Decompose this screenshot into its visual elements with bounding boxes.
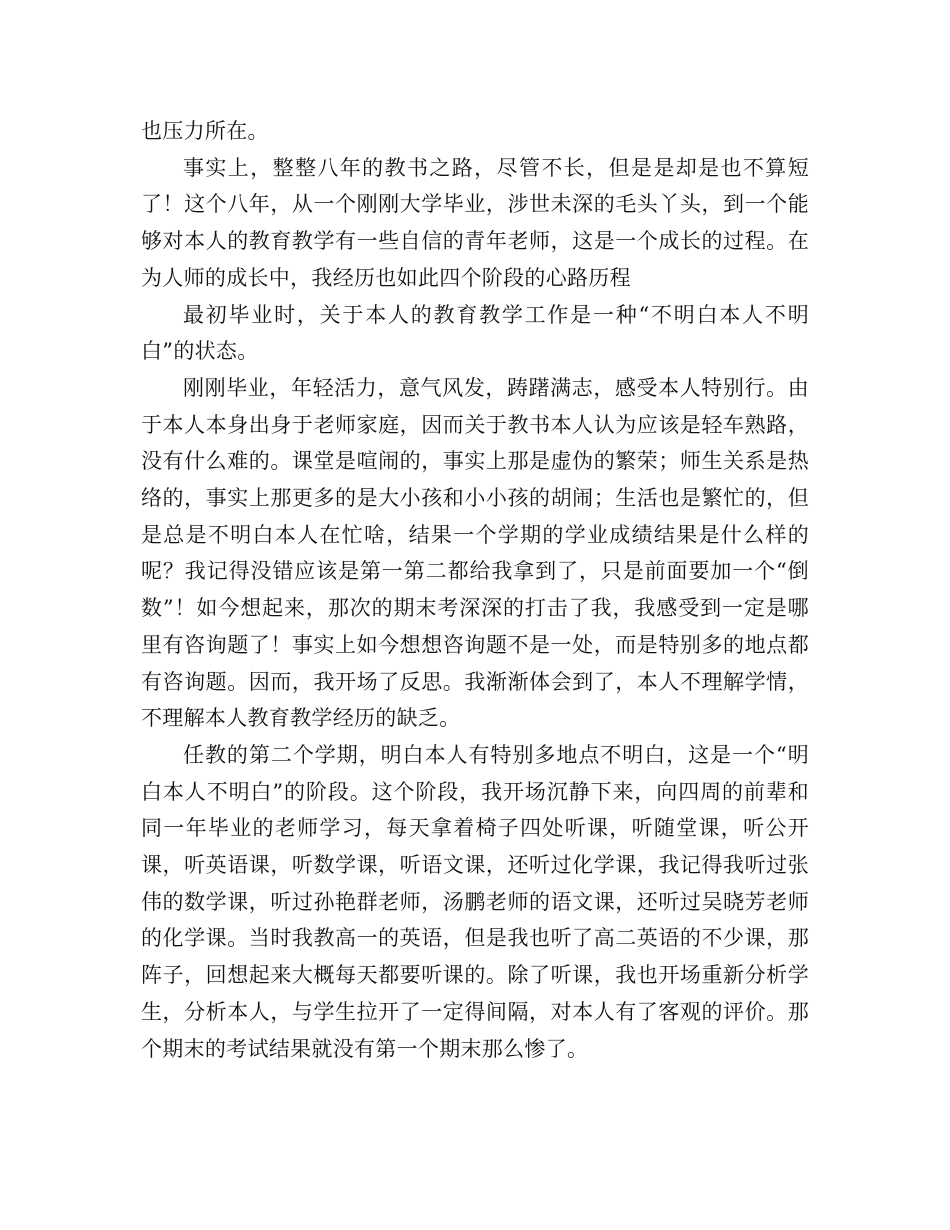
paragraph-5: 任教的第二个学期，明白本人有特别多地点不明白，这是一个“明白本人不明白”的阶段。这个阶段，我开场沉静下来，向四周的前辈和同一年毕业的老师学习，每天拿着椅子四处听课，听随堂课，听公开课，听英语课，听数学课，听语文课，还听过化学课，我记得我听过张伟的数学课，听过孙艳群老师，汤鹏老师的语文课，还听过吴晓芳老师的化学课。当时我教高一的英语，但是我也听了高二英语的不少课，那阵子，回想起来大概每天都要听课的。除了听课，我也开场重新分析学生，分析本人，与学生拉开了一定得间隔，对本人有了客观的评价。那个期末的考试结果就没有第一个期末那么惨了。 bbox=[141, 742, 809, 1061]
document-body bbox=[141, 113, 809, 1067]
paragraph-2: 事实上，整整八年的教书之路，尽管不长，但是是却是也不算短了！这个八年，从一个刚刚大学毕业，涉世未深的毛头丫头，到一个能够对本人的教育教学有一些自信的青年老师，这是一个成长的过程。在为人师的成长中，我经历也如此四个阶段的心路历程 bbox=[141, 155, 809, 290]
paragraph-1: 也压力所在。 bbox=[141, 119, 269, 143]
paragraph-4: 刚刚毕业，年轻活力，意气风发，踌躇满志，感受本人特别行。由于本人本身出身于老师家庭，因而关于教书本人认为应该是轻车熟路，没有什么难的。课堂是喧闹的，事实上那是虚伪的繁荣；师生关系是热络的，事实上那更多的是大小孩和小小孩的胡闹；生活也是繁忙的，但是总是不明白本人在忙啥，结果一个学期的学业成绩结果是什么样的呢？我记得没错应该是第一第二都给我拿到了，只是前面要加一个“倒数”！如今想起来，那次的期末考深深的打击了我，我感受到一定是哪里有咨询题了！事实上如今想想咨询题不是一处，而是特别多的地点都有咨询题。因而，我开场了反思。我渐渐体会到了，本人不理解学情，不理解本人教育教学经历的缺乏。 bbox=[141, 375, 809, 731]
paragraph-3: 最初毕业时，关于本人的教育教学工作是一种“不明白本人不明白”的状态。 bbox=[141, 302, 809, 364]
